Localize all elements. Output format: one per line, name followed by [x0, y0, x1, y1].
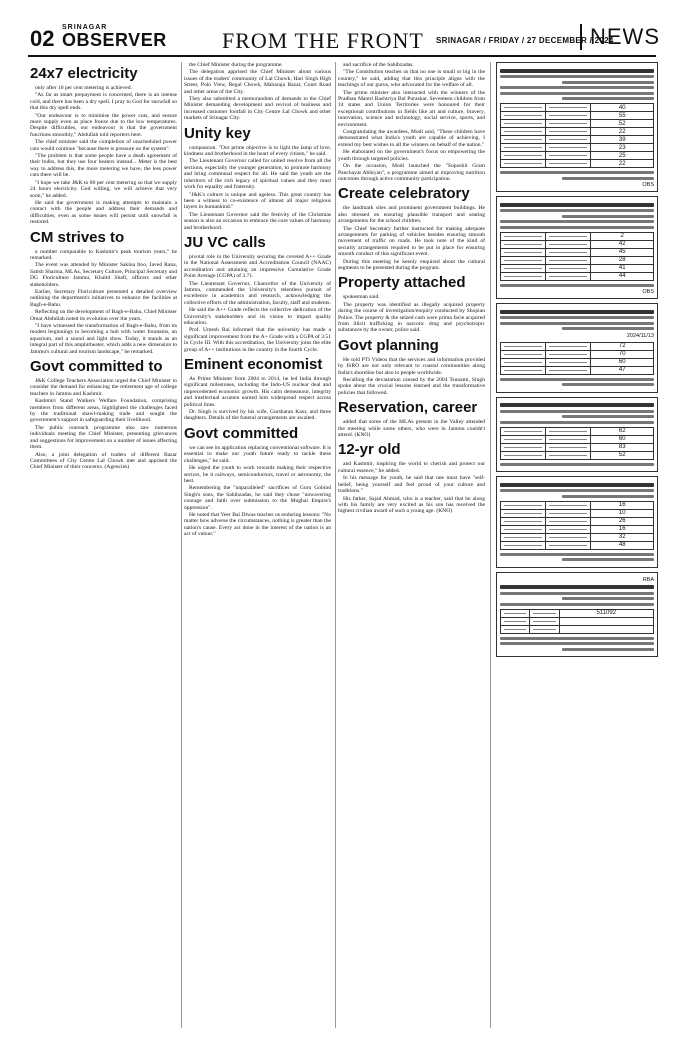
- notice-table-row: [501, 152, 654, 160]
- notice-table: [500, 342, 654, 375]
- brand-city: SRINAGAR: [62, 24, 108, 31]
- article-paragraph: The delegation apprised the Chief Minister about various issues of the traders' community of Lal Chowk, Hari Singh High Street, Polo View, Regal Chowk, Maharaja Bazar, Court Road and other areas of the City.: [184, 69, 331, 95]
- notice-table: [500, 427, 654, 460]
- notice-table-row: [501, 366, 654, 374]
- notice-table-cell: 22: [591, 160, 654, 168]
- notice-table-cell: [546, 525, 591, 533]
- column-2: [184, 62, 331, 1030]
- notice-table: [500, 501, 654, 550]
- notice-table-cell: [546, 533, 591, 541]
- notice-reference: 2024/11/13: [626, 332, 654, 339]
- notice-table-row: [501, 435, 654, 443]
- article-paragraph: added that some of the MLAs present in the Valley attended the meeting while some others, who were in Jammu couldn't attend. (KNO): [338, 419, 485, 439]
- notice-table-cell: [501, 366, 546, 374]
- article-paragraph: only after 10 per cent metering is achieved.: [35, 85, 132, 91]
- notice-table-cell: 10: [591, 509, 654, 517]
- article-paragraph: the Chief Minister during the programme.: [189, 62, 283, 68]
- article-paragraph: The Lieutenant Governor called for united resolve from all the sections, especially the younger generation, to promote harmony and bring communal respect for all. He said the youth are the inheritors of the rich legacy of spiritual values and they must work for equality and fraternity.: [184, 158, 331, 191]
- notice-table-cell: [559, 617, 653, 625]
- notice-table-cell: [501, 533, 546, 541]
- notice-table-cell: 48: [591, 541, 654, 549]
- notice-table-cell: [501, 435, 546, 443]
- notice-table-cell: [501, 358, 546, 366]
- notice-table-cell: [546, 509, 591, 517]
- masthead-rule: [28, 55, 656, 57]
- notice-table-row: [501, 160, 654, 168]
- notice-table-row: [501, 350, 654, 358]
- article-paragraph: On the occasion, Modi launched the "Suposhit Gram Panchayat Abhiyan", a programme aimed at improving nutrition outcomes through active community participation.: [338, 163, 485, 182]
- article-paragraph: the landmark sites and prominent government buildings. He also stressed on ensuring plausible transport and seating arrangements for the school children.: [338, 205, 485, 225]
- article-paragraph: Prof. Umesh Rai informed that the university has made a significant improvement from the A+ Grade with a CGPA of 3.51 in Cycle III. With this accreditation, the University joins the elite group of A++ institutions in the country in the fourth Cycle.: [184, 327, 331, 353]
- notice-table-row: [501, 248, 654, 256]
- notice-table-row: [501, 240, 654, 248]
- article-paragraph: He said the A++ Grade reflects the collective dedication of the University's stakeholders and its vision to impart quality education.: [184, 307, 331, 326]
- notice-table-cell: 52: [591, 120, 654, 128]
- notice-table-cell: [546, 144, 591, 152]
- article-paragraph: His father, Sajad Ahmad, who is a teacher, said that he along with his family are very excited as his son has received the highest civilian award of such a young age. (KNO): [338, 495, 485, 515]
- notice-table-cell: 44: [591, 272, 654, 280]
- article-paragraph: "The Constitution teaches us that no one is small or big in the country," he said, adding that this principle aligns with the teachings of our gurus, who advocated for the welfare of all.: [338, 69, 485, 89]
- article-paragraph: Recalling the devastation caused by the 2004 Tsunami, Singh spoke about the crucial lessons learned and the transformative policies that followed.: [338, 377, 485, 396]
- legal-notice: [496, 303, 658, 393]
- notice-table: [500, 232, 654, 281]
- legal-notice: [496, 476, 658, 568]
- notice-table-cell: [546, 256, 591, 264]
- notice-table-cell: [546, 112, 591, 120]
- notice-table-cell: [530, 625, 559, 633]
- notice-table-cell: [546, 160, 591, 168]
- headline-property-attached: Property attached: [338, 274, 466, 292]
- article-paragraph: "Our endeavour is to minimise the power cuts, and ensure more supply even as place freeze due to the low temperatures. Despite difficulties, our endeavour is that the government functions smoothly," Abdullah told reporters here.: [30, 112, 177, 138]
- column-1: [30, 62, 177, 1030]
- notice-table-cell: [501, 625, 530, 633]
- article-paragraph: The Lieutenant Governor said the festivity of the Christmas season is also an occasion to embrace the core values of harmony and brotherhood.: [184, 211, 331, 231]
- article-paragraph: Congratulating the awardees, Modi said, "These children have demonstrated what India's youth are capable of achieving. I extend my best wishes to all the winners on behalf of the nation.": [338, 129, 485, 148]
- notice-table-cell: [501, 136, 546, 144]
- notice-table-cell: 60: [591, 358, 654, 366]
- notice-table-cell: 23: [591, 144, 654, 152]
- notice-table-cell: [546, 501, 591, 509]
- notice-table-cell: [501, 350, 546, 358]
- article-paragraph: J&K College Teachers Association urged the Chief Minister to consider the demand for enhancing the retirement age of college teachers in Jammu and Kashmir.: [30, 378, 177, 397]
- notice-table-cell: [501, 443, 546, 451]
- notice-table-row: [501, 501, 654, 509]
- article-paragraph: a number comparable to Kashmir's peak tourism years," he remarked.: [30, 248, 177, 261]
- column-divider: [335, 62, 336, 1028]
- notice-table-row: [501, 533, 654, 541]
- notice-table-cell: [501, 248, 546, 256]
- column-divider: [181, 62, 182, 1028]
- headline-govt-committed: Govt committed: [184, 424, 299, 442]
- notice-table-cell: [501, 609, 530, 617]
- article-paragraph: and Kashmir, inspiring the world to cherish and protect our cultural essence," he added.: [338, 461, 485, 474]
- notice-table-row: [501, 128, 654, 136]
- notice-table-row: [501, 451, 654, 459]
- article-paragraph: Reflecting on the development of Bagh-e-Bahu, Chief Minister Omar Abdullah noted its evolution over the years.: [30, 309, 177, 322]
- article-paragraph: Kashmiri Stand Walkers Welfare Foundation, comprising members from different areas, highlighted the challenges faced by the traditional shawl-making trade and sought the government's support in safeguarding their livelihood.: [30, 398, 177, 424]
- notice-table-row: [501, 509, 654, 517]
- notice-table-row: [501, 272, 654, 280]
- notice-table-cell: [501, 509, 546, 517]
- notice-table-row: [501, 104, 654, 112]
- article-paragraph: The Chief Secretary further instructed for making adequate arrangements for parking of vehicles besides ensuring smooth movement of traffic on roads. He took note of the kind of security arrangements required to be put in place for ensuring smooth conduct of this significant event.: [338, 225, 485, 258]
- article-paragraph: and sacrifice of the Sahibzadas.: [343, 62, 414, 68]
- article-paragraph: They also submitted a memorandum of demands to the Chief Minister demanding development and revival of business and increased customer footfall in City Centre Lal Chowk and other markets of Srinagar City.: [184, 96, 331, 122]
- news-label: NEWS: [580, 24, 656, 50]
- notice-table-cell: 47: [591, 366, 654, 374]
- article-paragraph: He noted that Veer Bal Diwas teaches us enduring lessons: "No matter how adverse the circumstances, nothing is greater than the nation's cause. Every act done in the interest of the nation is an act of valour.": [184, 511, 331, 538]
- headline-eminent-economist: Eminent economist: [184, 356, 323, 374]
- notice-table-row: [501, 136, 654, 144]
- headline-govt-planning: Govt planning: [338, 336, 439, 354]
- article-paragraph: Also, a joint delegation of traders of different Bazar Committees of City Centre Lal Chowk met and apprised the Chief Minister of their concerns. (Agencies): [30, 451, 177, 471]
- notice-table-cell: [546, 427, 591, 435]
- brand-name: OBSERVER: [62, 30, 167, 50]
- notice-table-cell: [546, 240, 591, 248]
- article-paragraph: "The problem is that some people have a death agreement of their bulbs, but they use four heaters instead... Meter is the best way to address this, the more metering we have, the less power cuts there will be.: [30, 153, 177, 179]
- notice-table-cell: [546, 451, 591, 459]
- notice-table-row: [501, 120, 654, 128]
- dateline: SRINAGAR / FRIDAY / 27 DECEMBER / 2024: [436, 36, 614, 45]
- notice-table-cell: [546, 541, 591, 549]
- column-divider: [490, 62, 491, 1028]
- notice-table-row: [501, 264, 654, 272]
- notice-table-cell: [546, 272, 591, 280]
- legal-notice: [496, 397, 658, 473]
- notice-table-row: [501, 427, 654, 435]
- article-paragraph: Earlier, Secretary Floriculture presented a detailed overview outlining the department's initiatives to enhance the facilities at Bagh-e-Bahu.: [30, 288, 177, 308]
- notice-table-cell: [546, 128, 591, 136]
- notice-table-cell: [546, 248, 591, 256]
- article-paragraph: The chief minister said the completion of unscheduled power cuts would continue "because there is pressure on the system".: [30, 139, 177, 152]
- notice-table-row: [501, 144, 654, 152]
- classified-notices: [496, 62, 658, 1028]
- notice-table-row: [501, 517, 654, 525]
- notice-table-cell: [546, 264, 591, 272]
- notice-table-cell: [546, 120, 591, 128]
- notice-table-cell: [501, 541, 546, 549]
- notice-table-cell: [501, 517, 546, 525]
- notice-table-row: [501, 541, 654, 549]
- notice-table-row: [501, 443, 654, 451]
- article-paragraph: "As far as smart prepayment is concerned, there is an intense cold, and there has been a dry spell. I pray to God for snowfall so that this dry spell ends.: [30, 92, 177, 112]
- notice-table-cell: 32: [591, 533, 654, 541]
- masthead: [0, 0, 680, 58]
- notice-table-row: [501, 232, 654, 240]
- article-paragraph: The prime minister also interacted with the winners of the Pradhan Mantri Rashtriya Bal Puraskar. Seventeen children from 14 states and Union Territories were honoured for their exceptional contributions in fields like art and culture, bravery, innovation, science and technology, social service, sports, and environment.: [338, 89, 485, 128]
- notice-table-cell: [501, 256, 546, 264]
- notice-table-cell: 45: [591, 248, 654, 256]
- notice-reference: OBS: [642, 289, 654, 295]
- notice-table-cell: [501, 342, 546, 350]
- article-paragraph: Remembering the "unparalleled" sacrifices of Guru Gobind Singh's sons, the Sahibzadas, he said they chose "unwavering courage and faith over submission to the Mughal Empire's oppression".: [184, 485, 331, 511]
- notice-table-cell: 72: [591, 342, 654, 350]
- article-paragraph: He told PTI Videos that the services and information provided by ISRO are not only relevant to coastal communities along India's shoreline but also to people worldwide.: [338, 356, 485, 376]
- notice-table-row: [501, 358, 654, 366]
- article-paragraph: He urged the youth to work towards making their respective sectors, be it railways, semiconductors, travel or astronomy, the best.: [184, 465, 331, 484]
- headline-unity-key: Unity key: [184, 124, 251, 142]
- notice-table-row: [501, 617, 654, 625]
- notice-table-cell: [501, 104, 546, 112]
- notice-table-cell: 42: [591, 240, 654, 248]
- notice-table: [500, 103, 654, 168]
- headline-12-yr-old: 12-yr old: [338, 441, 401, 459]
- notice-table-cell: [546, 232, 591, 240]
- column-3: [338, 62, 485, 1030]
- notice-table-cell: [546, 152, 591, 160]
- notice-table-cell: 70: [591, 350, 654, 358]
- article-paragraph: Dr. Singh is survived by his wife, Gursharan Kaur, and three daughters. Details of the funeral arrangements are awaited.: [184, 409, 331, 422]
- notice-table-cell: [501, 617, 530, 625]
- notice-table: [500, 609, 654, 634]
- notice-table-cell: 16: [591, 501, 654, 509]
- article-paragraph: During this meeting he keenly enquired about the cultural segments to be presented during the program.: [338, 258, 485, 271]
- notice-table-cell: [501, 152, 546, 160]
- notice-table-cell: [501, 501, 546, 509]
- notice-table-cell: [559, 625, 653, 633]
- notice-table-cell: 16: [591, 525, 654, 533]
- article-paragraph: He said the government is making attempts to maintain a contact with the people and address their demands and difficulties, even as some issues will persist until snowfall is restored.: [30, 199, 177, 226]
- article-paragraph: compassion. "Our prime objective is to light the lamp of love, kindness and brotherhood in the heart of every citizen," he said.: [184, 144, 331, 158]
- article-paragraph: The property was identified as illegally acquired property during the course of investigation/enquiry conducted by Shopian Police. The property & the seized cash were prima facie acquired from illicit trafficking in narcotic drug and psychotropic substances by the owner, police said.: [338, 301, 485, 334]
- headline-24x7-electricity: 24x7 electricity: [30, 65, 138, 82]
- legal-notice: [496, 572, 658, 658]
- notice-table-cell: 28: [591, 256, 654, 264]
- notice-table-cell: [546, 366, 591, 374]
- notice-table-cell: [501, 120, 546, 128]
- article-paragraph: we can see its application replacing conventional software. It is essential to make our youth future ready to tackle these challenges," he said.: [184, 444, 331, 464]
- notice-table-cell: [501, 525, 546, 533]
- legal-notice: [496, 62, 658, 192]
- headline-reservation-career: Reservation, career: [338, 399, 478, 417]
- notice-table-cell: [501, 160, 546, 168]
- notice-table-cell: 83: [591, 443, 654, 451]
- notice-table-cell: [501, 240, 546, 248]
- notice-table-cell: 62: [591, 427, 654, 435]
- notice-table-cell: [501, 451, 546, 459]
- notice-table-row: [501, 342, 654, 350]
- brand-logo: [62, 24, 167, 49]
- notice-table-cell: [501, 272, 546, 280]
- notice-table-cell: 511092: [559, 609, 653, 617]
- notice-table-cell: 39: [591, 136, 654, 144]
- notice-table-cell: 55: [591, 112, 654, 120]
- notice-table-cell: 60: [591, 435, 654, 443]
- notice-table-cell: [501, 112, 546, 120]
- notice-table-cell: [501, 427, 546, 435]
- notice-table-cell: [546, 358, 591, 366]
- notice-table-cell: [546, 443, 591, 451]
- headline-create-celebratory: Create celebratory: [338, 185, 470, 203]
- notice-table-cell: [546, 342, 591, 350]
- notice-table-cell: [501, 128, 546, 136]
- notice-table-cell: [530, 617, 559, 625]
- notice-table-cell: [546, 517, 591, 525]
- article-paragraph: "J&K's culture is unique and ageless. This great country has been a witness to co-existence of almost all major religious layers in humankind.": [184, 191, 331, 211]
- notice-table-cell: 22: [591, 128, 654, 136]
- notice-table-cell: [501, 232, 546, 240]
- article-paragraph: He elaborated on the government's focus on empowering the youth through targeted policies.: [338, 149, 485, 162]
- notice-table-cell: 52: [591, 451, 654, 459]
- notice-table-cell: [546, 350, 591, 358]
- notice-table-row: [501, 609, 654, 617]
- notice-reference: RBA: [642, 576, 654, 583]
- article-paragraph: pivotal role in the University securing the coveted A++ Grade in the National Assessment and Accreditation Council (NAAC) accreditation and attaining an impressive Cumulative Grade Point Average (CGPA) of 3.71.: [184, 253, 331, 280]
- notice-table-cell: [501, 144, 546, 152]
- notice-table-row: [501, 625, 654, 633]
- notice-table-cell: [501, 264, 546, 272]
- article-paragraph: As Prime Minister from 2004 to 2014, he led India through significant milestones, including the Indo-US nuclear deal and unprecedented economic growth. His calm demeanour, integrity and intellectual acumen earned him widespread respect across political lines.: [184, 376, 331, 408]
- notice-table-cell: [546, 136, 591, 144]
- headline-cm-strives: CM strives to: [30, 228, 125, 246]
- notice-table-cell: 26: [591, 517, 654, 525]
- article-paragraph: "I hope we take J&K to 80 per cent metering so that we supply 24 hours electricity. God willing, we will achieve that very soon," he added.: [30, 179, 177, 199]
- notice-table-row: [501, 525, 654, 533]
- notice-table-cell: 25: [591, 152, 654, 160]
- article-paragraph: The Lieutenant Governor, Chancellor of the University of Jammu, commended the University's relentless pursuit of excellence in academics and research, acknowledging the collective efforts of the administration, faculty, staff and students.: [184, 280, 331, 306]
- notice-table-row: [501, 256, 654, 264]
- notice-table-cell: [546, 104, 591, 112]
- article-paragraph: The public outreach programme also saw numerous individuals meeting the Chief Minister, presenting grievances and suggestions for improvement on a number of issues affecting them.: [30, 424, 177, 451]
- legal-notice: [496, 196, 658, 299]
- article-paragraph: "I have witnessed the transformation of Bagh-e-Bahu, from its modest beginnings to becoming a hub with water fountains, an aquarium, and a sound and light show. Today, it stands as an integral part of this amphitheater, which adds a new dimension to Jammu's cultural and tourism landscape," he remarked.: [30, 323, 177, 355]
- headline-govt-committed-to: Govt committed to: [30, 358, 163, 376]
- notice-table-cell: 40: [591, 104, 654, 112]
- article-paragraph: spokesman said.: [343, 294, 380, 301]
- notice-table-cell: [546, 435, 591, 443]
- headline-ju-vc-calls: JU VC calls: [184, 233, 266, 251]
- notice-table-cell: [530, 609, 559, 617]
- notice-reference: OBS: [642, 182, 654, 188]
- section-title: FROM THE FRONT: [222, 28, 424, 53]
- notice-table-cell: 41: [591, 264, 654, 272]
- article-paragraph: The event was attended by Minister Sakina Itoo, Javed Rana, Satish Sharma, MLAs, Secretary Culture, Principal Secretary and DG Floriculture Jammu, Khalid Shafi, officers and other stakeholders.: [30, 262, 177, 288]
- page-number: 02: [30, 26, 55, 51]
- notice-table-cell: 2: [591, 232, 654, 240]
- notice-table-row: [501, 112, 654, 120]
- article-paragraph: In his message for youth, he said that one must have "self-belief, being yourself and feel proud of your culture and traditions.": [338, 475, 485, 495]
